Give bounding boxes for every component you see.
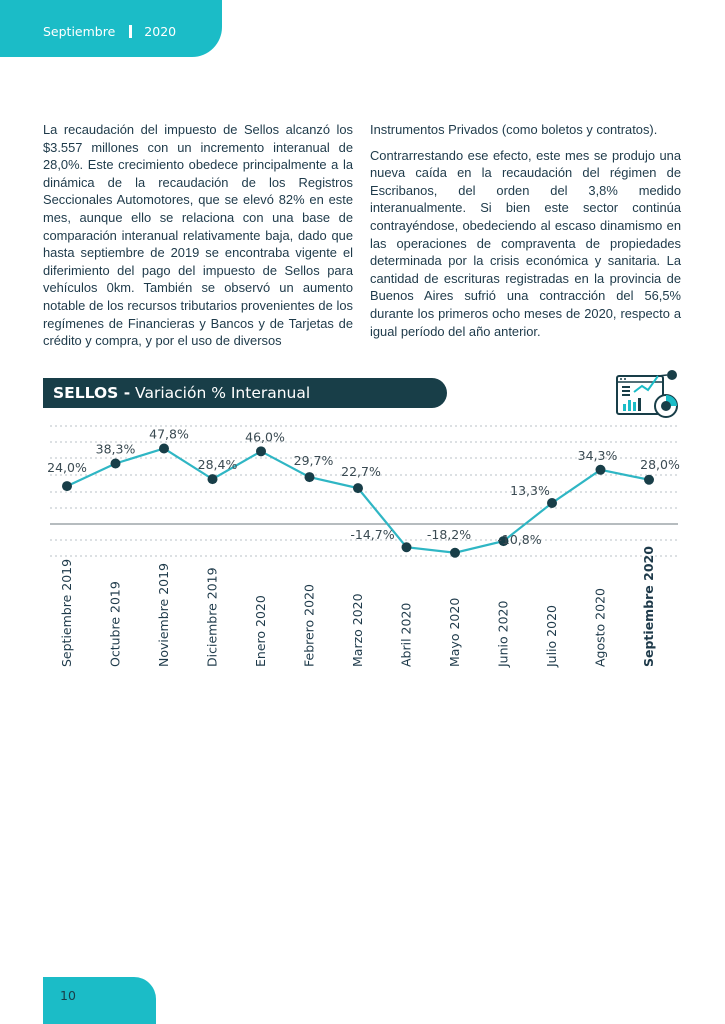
data-label: 47,8% xyxy=(149,426,189,442)
x-tick-label: Diciembre 2019 xyxy=(204,567,220,667)
data-point xyxy=(450,548,460,558)
data-point xyxy=(111,458,121,468)
x-tick-label: Septiembre 2019 xyxy=(59,558,74,667)
x-tick-label: Octubre 2019 xyxy=(107,581,123,667)
left-paragraph: La recaudación del impuesto de Sellos alcanzó los $3.557 millones con un incremento interanual de 28,0%. Este crecimiento obedece principalmente a la dinámica de la recaudación de los Registros Seccionales Automotores, que se elevó 82% en este mes, aunque ello se relaciona con una base de comparación interanual relativamente baja, dado que hasta septiembre de 2019 se encontraba vigente el diferimiento del pago del impuesto de Sellos para vehículos 0km. También se observó un aumento notable de los recursos tributarios provenientes de los regímenes de Financieras y Bancos y de Tarjetas de crédito y compra, y por el uso de diversos xyxy=(43,122,353,349)
data-point xyxy=(62,481,72,491)
x-tick-label: Noviembre 2019 xyxy=(156,562,171,667)
data-point xyxy=(305,472,315,482)
page-number: 10 xyxy=(60,988,76,1003)
data-point xyxy=(402,542,412,552)
data-point xyxy=(256,446,266,456)
data-label: 24,0% xyxy=(47,460,87,476)
chart-title-bold: SELLOS - xyxy=(53,384,131,402)
data-label: 28,4% xyxy=(197,457,238,473)
header-month: Septiembre xyxy=(43,24,116,39)
data-label: -10,8% xyxy=(497,532,542,548)
x-tick-label: Mayo 2020 xyxy=(447,597,462,667)
data-point xyxy=(596,465,606,475)
header-year: 2020 xyxy=(144,24,177,39)
data-label: 38,3% xyxy=(95,441,136,457)
data-label: 29,7% xyxy=(293,453,334,469)
x-tick-label: Enero 2020 xyxy=(253,595,268,667)
x-tick-label: Febrero 2020 xyxy=(301,584,317,667)
data-label: 46,0% xyxy=(245,429,285,445)
x-tick-label: Agosto 2020 xyxy=(592,588,608,667)
x-tick-label: Julio 2020 xyxy=(544,605,559,667)
x-tick-label: Abril 2020 xyxy=(398,602,414,667)
chart-title-rest: Variación % Interanual xyxy=(130,384,311,402)
data-label: 22,7% xyxy=(341,464,381,480)
data-label: 34,3% xyxy=(577,447,618,463)
data-point xyxy=(644,475,654,485)
x-tick-label: Junio 2020 xyxy=(495,600,511,667)
right-paragraph-2: Contrarrestando ese efecto, este mes se produjo una nueva caída en la recaudación del régimen de Escribanos, del orden del 3,8% medido interanualmente. Si bien este sector continúa contrayéndose, obedeciendo al escaso dinamismo en las operaciones de compraventa de propiedades determinada por la crisis económica y sanitaria. La cantidad de escrituras registradas en la provincia de Buenos Aires sufrió una contracción del 56,5% durante los primeros ocho meses de 2020, respecto a igual período del año anterior. xyxy=(370,147,681,339)
data-point xyxy=(353,483,363,493)
data-label: -14,7% xyxy=(350,527,395,543)
x-tick-label: Septiembre 2020 xyxy=(641,546,656,667)
data-point xyxy=(547,498,557,508)
data-point xyxy=(159,443,169,453)
data-label: 28,0% xyxy=(640,456,680,472)
x-tick-label: Marzo 2020 xyxy=(350,593,365,667)
data-label: 13,3% xyxy=(510,482,550,498)
right-paragraph-1: Instrumentos Privados (como boletos y contratos). xyxy=(370,122,658,137)
data-label: -18,2% xyxy=(426,526,472,542)
data-point xyxy=(208,474,218,484)
